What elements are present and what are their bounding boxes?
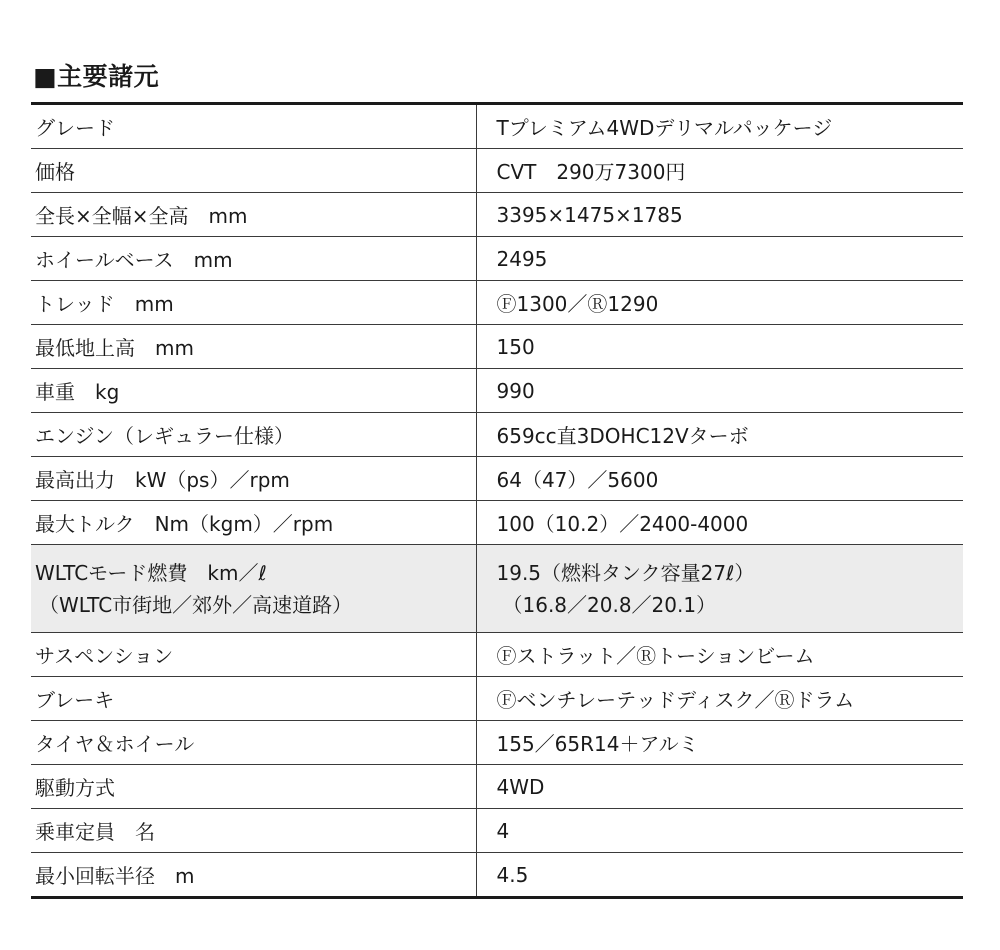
spec-value: CVT 290万7300円	[476, 149, 963, 193]
table-row	[31, 677, 963, 721]
spec-value: 2495	[476, 237, 963, 281]
spec-value	[476, 545, 963, 633]
spec-label: サスペンション	[31, 633, 476, 677]
spec-value: Ⓕ1300／Ⓡ1290	[476, 281, 963, 325]
table-row	[31, 633, 963, 677]
spec-label: トレッド mm	[31, 281, 476, 325]
table-row-highlighted	[31, 545, 963, 633]
table-row	[31, 104, 963, 149]
spec-table	[31, 102, 963, 899]
spec-value: 3395×1475×1785	[476, 193, 963, 237]
spec-label: 価格	[31, 149, 476, 193]
table-row	[31, 457, 963, 501]
table-row	[31, 325, 963, 369]
spec-label: タイヤ＆ホイール	[31, 721, 476, 765]
spec-value: 150	[476, 325, 963, 369]
table-row	[31, 765, 963, 809]
spec-label: ホイールベース mm	[31, 237, 476, 281]
spec-value: Ⓕベンチレーテッドディスク／Ⓡドラム	[476, 677, 963, 721]
spec-label: 最低地上高 mm	[31, 325, 476, 369]
spec-value: 4	[476, 809, 963, 853]
table-row	[31, 413, 963, 457]
spec-value: 100（10.2）／2400-4000	[476, 501, 963, 545]
spec-value: Tプレミアム4WDデリマルパッケージ	[476, 104, 963, 149]
spec-label: 全長×全幅×全高 mm	[31, 193, 476, 237]
table-row	[31, 501, 963, 545]
spec-label: 車重 kg	[31, 369, 476, 413]
spec-label: グレード	[31, 104, 476, 149]
spec-value: 4.5	[476, 853, 963, 898]
spec-label: 最大トルク Nm（kgm）／rpm	[31, 501, 476, 545]
fuel-economy-sublabel: （WLTC市街地／郊外／高速道路）	[39, 592, 353, 617]
fuel-economy-subvalue: （16.8／20.8／20.1）	[502, 592, 717, 617]
table-row	[31, 369, 963, 413]
spec-value: 155／65R14＋アルミ	[476, 721, 963, 765]
table-row	[31, 193, 963, 237]
spec-value: 659cc直3DOHC12Vターボ	[476, 413, 963, 457]
spec-value: 990	[476, 369, 963, 413]
spec-label: 最高出力 kW（ps）／rpm	[31, 457, 476, 501]
fuel-economy-value: 19.5（燃料タンク容量27ℓ）	[496, 560, 755, 585]
table-row	[31, 281, 963, 325]
spec-label	[31, 545, 476, 633]
section-heading: ■主要諸元	[33, 62, 160, 91]
table-row	[31, 237, 963, 281]
table-row	[31, 809, 963, 853]
spec-label: 駆動方式	[31, 765, 476, 809]
table-row	[31, 149, 963, 193]
spec-value: 4WD	[476, 765, 963, 809]
spec-value: 64（47）／5600	[476, 457, 963, 501]
table-row	[31, 721, 963, 765]
spec-label: エンジン（レギュラー仕様）	[31, 413, 476, 457]
fuel-economy-label: WLTCモード燃費 km／ℓ	[35, 560, 267, 585]
spec-label: 乗車定員 名	[31, 809, 476, 853]
spec-value: Ⓕストラット／Ⓡトーションビーム	[476, 633, 963, 677]
spec-label: 最小回転半径 m	[31, 853, 476, 898]
spec-label: ブレーキ	[31, 677, 476, 721]
table-row	[31, 853, 963, 898]
